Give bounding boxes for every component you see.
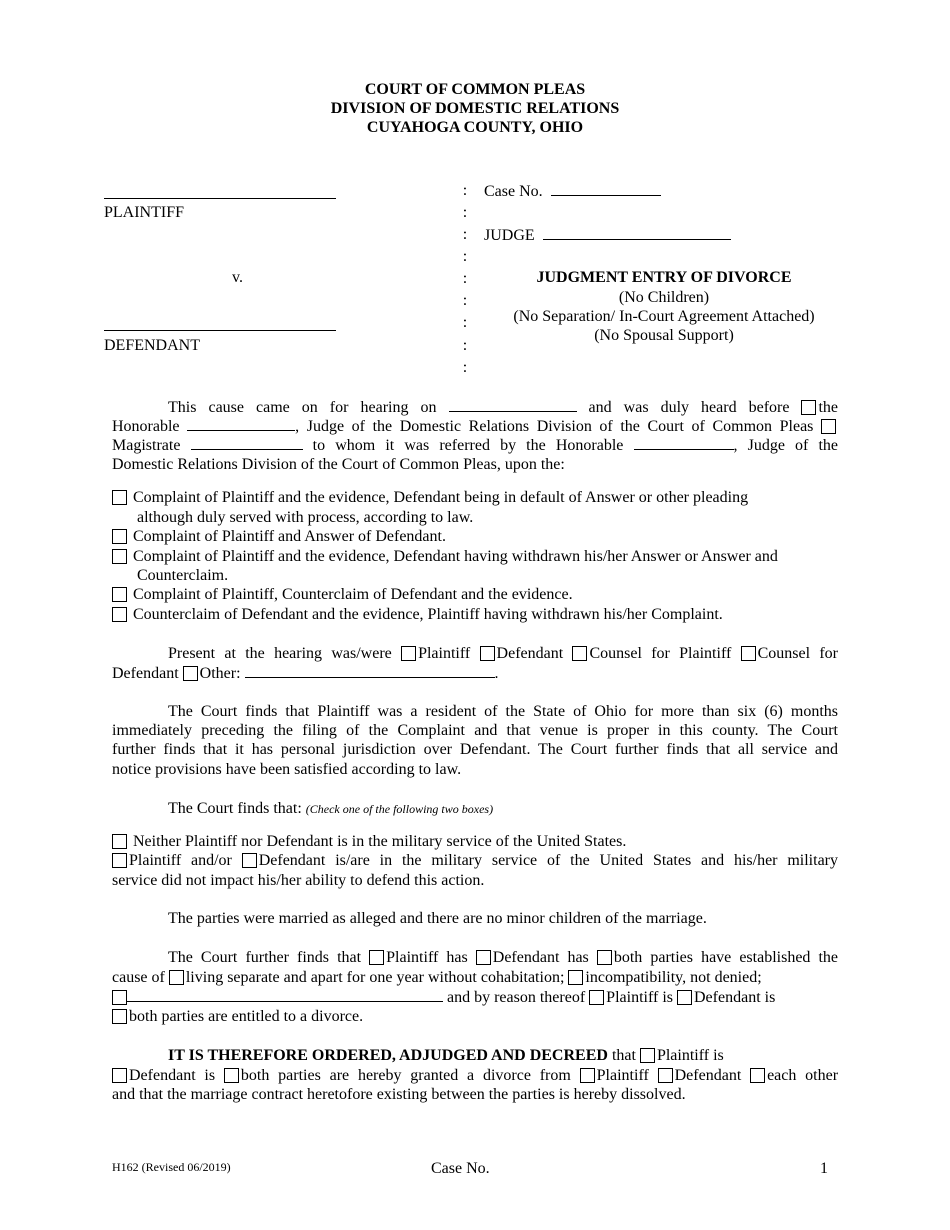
- military-none-checkbox[interactable]: [112, 834, 127, 849]
- order-line-3: and that the marriage contract heretofore existing between the parties is hereby dissolved.: [112, 1086, 686, 1103]
- military-service-line-1: Plaintiff and/or Defendant is/are in the military service of the United States and his/her military: [112, 851, 838, 870]
- judge-checkbox[interactable]: [801, 400, 816, 415]
- document-subtitle-support: (No Spousal Support): [594, 327, 734, 344]
- case-number-label: Case No.: [484, 183, 543, 200]
- caption-colon: :: [462, 248, 468, 265]
- caption-colon: :: [462, 314, 468, 331]
- versus-label: v.: [232, 269, 243, 286]
- cause-plaintiff-checkbox[interactable]: [369, 950, 384, 965]
- order-heading: IT IS THEREFORE ORDERED, ADJUDGED AND DECREED: [168, 1047, 608, 1064]
- ground-complaint-withdrawn-checkbox[interactable]: [112, 607, 127, 622]
- other-ground-checkbox[interactable]: [112, 990, 127, 1005]
- hearing-line-4: Domestic Relations Division of the Court of Common Pleas, upon the:: [112, 456, 565, 473]
- residency-line-1: The Court finds that Plaintiff was a resident of the State of Ohio for more than six (6) months: [168, 703, 838, 720]
- caption-colon: :: [462, 226, 468, 243]
- ground-default-cont: although duly served with process, according to law.: [137, 509, 474, 526]
- present-other-field[interactable]: [245, 663, 495, 678]
- case-number-row: [484, 181, 661, 201]
- document-subtitle-children: (No Children): [618, 289, 710, 306]
- ground-withdrawn-cont: Counterclaim.: [137, 567, 229, 584]
- cause-line-1: The Court further finds that Plaintiff has Defendant has both parties have established the: [168, 949, 839, 966]
- cause-line-2: cause of living separate and apart for one year without cohabitation; incompatibility, not denied;: [112, 969, 762, 986]
- granted-plaintiff-checkbox[interactable]: [640, 1048, 655, 1063]
- military-instruction: (Check one of the following two boxes): [305, 802, 494, 816]
- military-defendant-checkbox[interactable]: [242, 853, 257, 868]
- hearing-line-2: Honorable , Judge of the Domestic Relations Division of the Court of Common Pleas: [112, 416, 838, 435]
- document-title: JUDGMENT ENTRY OF DIVORCE: [536, 269, 792, 286]
- judge-row: [484, 225, 731, 245]
- order-line-1: IT IS THEREFORE ORDERED, ADJUDGED AND DECREED that Plaintiff is: [168, 1047, 724, 1064]
- cause-line-3: and by reason thereof Plaintiff is Defendant is: [112, 987, 775, 1007]
- present-plaintiff-checkbox[interactable]: [401, 646, 416, 661]
- residency-line-4: notice provisions have been satisfied according to law.: [112, 761, 462, 778]
- incompatibility-checkbox[interactable]: [568, 970, 583, 985]
- court-name: COURT OF COMMON PLEAS: [364, 81, 586, 98]
- division-name: DIVISION OF DOMESTIC RELATIONS: [330, 100, 620, 117]
- hearing-date-field[interactable]: [449, 397, 577, 412]
- present-line-1: Present at the hearing was/were Plaintiff Defendant Counsel for Plaintiff Counsel for: [168, 645, 839, 662]
- order-line-2: Defendant is both parties are hereby granted a divorce from Plaintiff Defendant each other: [112, 1066, 838, 1085]
- ground-complaint-withdrawn: Counterclaim of Defendant and the evidence, Plaintiff having withdrawn his/her Complaint.: [112, 605, 723, 624]
- magistrate-checkbox[interactable]: [821, 419, 836, 434]
- military-lead: The Court finds that: (Check one of the following two boxes): [168, 800, 494, 817]
- present-defendant-checkbox[interactable]: [480, 646, 495, 661]
- granted-defendant-checkbox[interactable]: [112, 1068, 127, 1083]
- document-subtitle-separation: (No Separation/ In-Court Agreement Attached): [513, 308, 815, 325]
- plaintiff-label: PLAINTIFF: [104, 204, 185, 221]
- ground-counterclaim-checkbox[interactable]: [112, 587, 127, 602]
- granted-both-checkbox[interactable]: [224, 1068, 239, 1083]
- present-line-2: Defendant Other: .: [112, 665, 499, 682]
- marriage-finding: The parties were married as alleged and there are no minor children of the marriage.: [168, 910, 707, 927]
- residency-line-2: immediately preceding the filing of the Complaint and that venue is proper in this county. The Court: [112, 722, 838, 739]
- hearing-line-3: Magistrate to whom it was referred by the Honorable , Judge of the: [112, 437, 839, 454]
- caption-colon: :: [462, 204, 468, 221]
- from-each-other-checkbox[interactable]: [750, 1068, 765, 1083]
- ground-withdrawn-checkbox[interactable]: [112, 549, 127, 564]
- footer-case-number: Case No.: [431, 1160, 490, 1177]
- judge-label: JUDGE: [484, 227, 535, 244]
- caption-colon: :: [462, 359, 468, 376]
- referring-judge-field[interactable]: [634, 435, 734, 450]
- county-name: CUYAHOGA COUNTY, OHIO: [366, 119, 584, 136]
- form-number: H162 (Revised 06/2019): [112, 1160, 231, 1174]
- case-number-field[interactable]: [551, 181, 661, 196]
- entitled-defendant-checkbox[interactable]: [677, 990, 692, 1005]
- caption-colon: :: [462, 337, 468, 354]
- magistrate-name-field[interactable]: [191, 435, 303, 450]
- ground-counterclaim: Complaint of Plaintiff, Counterclaim of Defendant and the evidence.: [112, 585, 573, 604]
- from-defendant-checkbox[interactable]: [658, 1068, 673, 1083]
- defendant-label: DEFENDANT: [104, 337, 200, 354]
- caption-colon: :: [462, 270, 468, 287]
- judge-field[interactable]: [543, 225, 731, 240]
- honorable-judge-field[interactable]: [187, 416, 295, 431]
- caption-colon: :: [462, 182, 468, 199]
- ground-withdrawn: Complaint of Plaintiff and the evidence, Defendant having withdrawn his/her Answer or Answer and: [112, 547, 778, 566]
- residency-line-3: further finds that it has personal jurisdiction over Defendant. The Court further finds that all service and: [112, 741, 838, 758]
- ground-answer: Complaint of Plaintiff and Answer of Defendant.: [112, 527, 446, 546]
- other-ground-field[interactable]: [127, 987, 443, 1002]
- cause-defendant-checkbox[interactable]: [476, 950, 491, 965]
- from-plaintiff-checkbox[interactable]: [580, 1068, 595, 1083]
- entitled-plaintiff-checkbox[interactable]: [589, 990, 604, 1005]
- defendant-name-line[interactable]: [104, 330, 336, 331]
- page-number: 1: [820, 1160, 828, 1177]
- ground-answer-checkbox[interactable]: [112, 529, 127, 544]
- military-plaintiff-checkbox[interactable]: [112, 853, 127, 868]
- entitled-both-checkbox[interactable]: [112, 1009, 127, 1024]
- hearing-line-1: This cause came on for hearing on and was duly heard before the: [168, 399, 839, 416]
- plaintiff-name-line[interactable]: [104, 198, 336, 199]
- ground-default: Complaint of Plaintiff and the evidence, Defendant being in default of Answer or other pleading: [112, 488, 748, 507]
- present-counsel-defendant-checkbox[interactable]: [741, 646, 756, 661]
- military-service-line-2: service did not impact his/her ability to defend this action.: [112, 872, 485, 889]
- military-none: Neither Plaintiff nor Defendant is in the military service of the United States.: [112, 832, 626, 851]
- present-counsel-plaintiff-checkbox[interactable]: [572, 646, 587, 661]
- cause-line-4: both parties are entitled to a divorce.: [112, 1007, 363, 1026]
- present-other-checkbox[interactable]: [183, 666, 198, 681]
- ground-default-checkbox[interactable]: [112, 490, 127, 505]
- separation-checkbox[interactable]: [169, 970, 184, 985]
- caption-colon: :: [462, 292, 468, 309]
- cause-both-checkbox[interactable]: [597, 950, 612, 965]
